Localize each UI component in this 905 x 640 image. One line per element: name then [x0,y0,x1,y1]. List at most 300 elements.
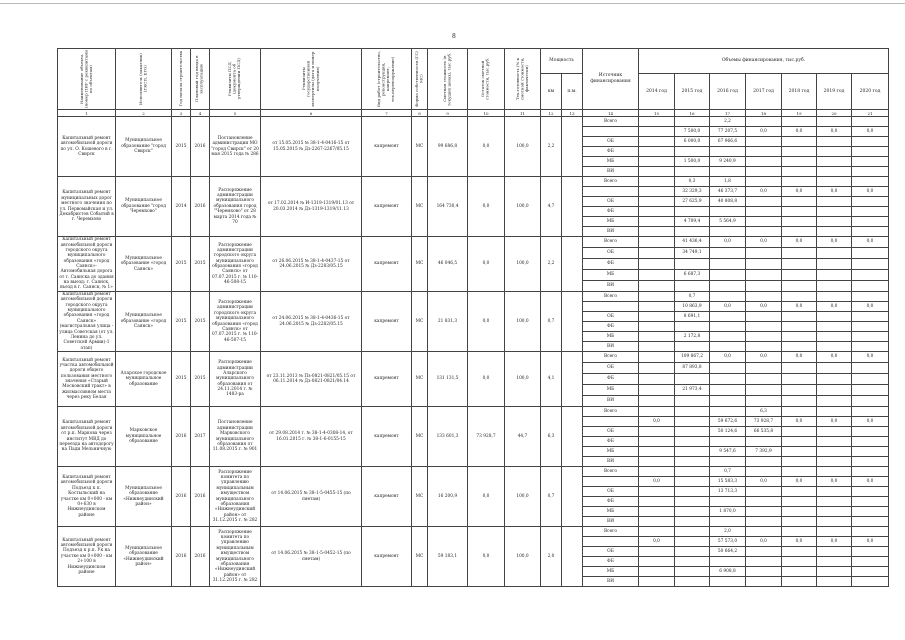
capacity-km: 6,3 [541,407,562,467]
ownership: МС [412,292,428,352]
ownership: МС [412,237,428,292]
funding-value: 77 207,5 [710,127,746,137]
funding-value [782,217,817,227]
work-type: капремонт [362,292,412,352]
funding-value [710,497,746,507]
ownership: МС [412,117,428,177]
funding-value [782,374,817,385]
expertise-details: от 15.05.2015 № 38-1-4-0416-15 от 15.05.2015 № Дз-2267-2267/05.15 [261,117,362,177]
funding-value [675,497,710,507]
column-number: 18 [746,110,782,117]
funding-value [675,407,710,417]
funding-value [639,374,675,385]
funding-value [817,396,852,407]
funding-value [817,517,852,527]
funding-value [746,527,782,537]
funding-value [710,227,746,237]
funding-value [782,507,817,517]
funding-value [746,312,782,322]
funding-value [746,248,782,259]
remaining-cost: 0,0 [468,117,505,177]
ownership: МС [412,177,428,237]
funding-value [639,447,675,457]
funding-value: 15 583,3 [710,477,746,487]
funding-value [710,147,746,157]
funding-value [852,396,889,407]
funding-value [710,207,746,217]
work-type: капремонт [362,177,412,237]
capacity-km: 2,2 [541,237,562,292]
funding-value [675,477,710,487]
object-name: Капитальный ремонт автомобильной дороги по ул. О. Кошевого в г. Свирск [58,117,116,177]
funding-value [675,227,710,237]
funding-source: ФБ [583,497,639,507]
funding-value: 0,0 [710,302,746,312]
funding-value: 0,0 [817,352,852,363]
funding-value [746,332,782,342]
funding-value: 0,0 [817,127,852,137]
table-row [58,467,889,477]
funding-value: 9 240,9 [710,157,746,167]
funding-value [639,517,675,527]
psd-details: Распоряжение комитета по управлению муниципальным имуществом муниципального образования «Нижнеудинский район» от 31.12.2015 г. № 282 [210,467,261,527]
funding-value [817,547,852,557]
funding-value: 0,0 [710,237,746,248]
funding-value [852,270,889,281]
funding-value [639,197,675,207]
funding-value [852,385,889,396]
capacity-km: 4,1 [541,352,562,407]
top-rule [0,3,905,4]
funding-value: 6,3 [746,407,782,417]
readiness-percent: 100,0 [505,527,541,587]
funding-value [746,487,782,497]
funding-value [710,312,746,322]
investment-table [57,48,889,587]
column-number: 5 [210,110,261,117]
year-start: 2015 [172,117,191,177]
header-name: Наименование объекта (номер ПИР с реквизитами по объектам) [58,49,116,110]
funding-value [639,342,675,352]
funding-source: ФБ [583,437,639,447]
funding-value [710,457,746,467]
funding-value: 0,0 [817,302,852,312]
column-number: 6 [261,110,362,117]
executor: Муниципальное образование "город Черемхово" [116,177,172,237]
psd-details: Распоряжение комитета по управлению муниципальным имуществом муниципального образования «Нижнеудинский район» от 31.12.2015 г. № 282 [210,527,261,587]
funding-value: 0,0 [710,352,746,363]
funding-value [852,312,889,322]
funding-value [817,487,852,497]
funding-value [639,312,675,322]
year-end: 2015 [191,292,210,352]
header-year: 2015 год [675,74,710,110]
funding-value [817,322,852,332]
year-start: 2015 [172,237,191,292]
funding-value: 109 867,2 [675,352,710,363]
funding-value [746,117,782,127]
funding-value: 73 928,7 [746,417,782,427]
estimated-cost: 46 046,5 [428,237,468,292]
funding-value: 4 709,4 [675,217,710,227]
column-number: 1 [58,110,116,117]
funding-value: 0,0 [852,537,889,547]
column-number: 21 [852,110,889,117]
estimated-cost: 99 686,8 [428,117,468,177]
funding-value [710,437,746,447]
funding-value [639,322,675,332]
funding-value [675,259,710,270]
funding-value [639,497,675,507]
funding-value [817,467,852,477]
executor: Муниципальное образование «Нижнеудинский район» [116,467,172,527]
funding-value [746,437,782,447]
funding-value: 0,0 [782,187,817,197]
funding-value [675,577,710,587]
funding-value: 32 329,3 [675,187,710,197]
funding-value [746,147,782,157]
funding-value [710,363,746,374]
funding-value: 40 808,8 [710,197,746,207]
estimated-cost: 164 730,4 [428,177,468,237]
funding-value [782,527,817,537]
year-end: 2017 [191,407,210,467]
remaining-cost: 0,0 [468,527,505,587]
funding-value [675,427,710,437]
header-capacity: Мощность [541,49,583,74]
year-end: 2016 [191,527,210,587]
funding-value [675,557,710,567]
funding-source [583,187,639,197]
funding-value: 50 664,2 [710,547,746,557]
readiness-percent: 44,7 [505,407,541,467]
capacity-pm [562,292,583,352]
funding-value [782,248,817,259]
funding-value: 0,0 [852,237,889,248]
readiness-percent: 100,0 [505,237,541,292]
funding-value [782,177,817,187]
psd-details: Постановление администрации МО "город Свирск" от 20 мая 2015 года № 286 [210,117,261,177]
funding-source: Всего [583,352,639,363]
funding-value [675,417,710,427]
funding-value [639,270,675,281]
column-number: 2 [116,110,172,117]
funding-source: ФБ [583,259,639,270]
funding-value: 46 373,7 [710,187,746,197]
object-name: Капитальный ремонт участка автомобильной дороги общего пользования местного значения «Старый Московский тракт» в жилмассивном места через реку Белая [58,352,116,407]
funding-value [817,147,852,157]
funding-value [817,312,852,322]
funding-source: ФБ [583,374,639,385]
funding-value: 5 564,9 [710,217,746,227]
year-end: 2015 [191,237,210,292]
funding-value [852,197,889,207]
funding-value [710,557,746,567]
funding-value: 34 749,1 [675,248,710,259]
funding-value: 6 908,8 [710,567,746,577]
column-number: 3 [172,110,191,117]
funding-value [817,385,852,396]
funding-source: Всего [583,407,639,417]
funding-value: 66 535,8 [746,427,782,437]
funding-value [710,396,746,407]
funding-value [782,547,817,557]
funding-value [746,385,782,396]
funding-value: 7 500,0 [675,127,710,137]
funding-value [675,567,710,577]
funding-value [852,177,889,187]
funding-value [639,227,675,237]
funding-value [675,281,710,292]
column-number: 10 [468,110,505,117]
funding-value: 6 000,0 [675,137,710,147]
column-number: 4 [191,110,210,117]
funding-value [639,352,675,363]
funding-source: Всего [583,292,639,302]
funding-source: ВИ [583,281,639,292]
funding-source: ФБ [583,322,639,332]
funding-value [782,137,817,147]
funding-value [710,259,746,270]
funding-value [639,248,675,259]
funding-value [746,374,782,385]
funding-value: 7 392,9 [746,447,782,457]
remaining-cost: 0,0 [468,177,505,237]
funding-value [675,437,710,447]
funding-value [675,467,710,477]
funding-source: МБ [583,157,639,167]
work-type: капремонт [362,527,412,587]
funding-value [852,259,889,270]
header-year: 2014 год [639,74,675,110]
executor: Муниципальное образование «город Саянск» [116,292,172,352]
year-end: 2016 [191,177,210,237]
table-row [58,527,889,537]
column-number: 7 [362,110,412,117]
funding-source: МБ [583,270,639,281]
funding-value [852,557,889,567]
funding-value [675,537,710,547]
funding-value [782,259,817,270]
work-type: капремонт [362,407,412,467]
expertise-details: от 14.06.2015 № 38-1-5-0455-15 (по сметам) [261,467,362,527]
funding-value: 50 124,6 [710,427,746,437]
funding-source: МБ [583,567,639,577]
funding-value [852,467,889,477]
funding-value [782,363,817,374]
funding-value: 0,0 [852,417,889,427]
capacity-pm [562,117,583,177]
funding-value: 13 713,3 [710,487,746,497]
funding-value: 1,8 [710,177,746,187]
table-row [58,117,889,127]
funding-value [817,332,852,342]
column-number-row [58,110,889,117]
funding-value [852,457,889,467]
funding-value [852,447,889,457]
funding-value [852,157,889,167]
funding-value [852,437,889,447]
funding-value: 8 691,1 [675,312,710,322]
header-remaining: Остаток сметной стоимости, тыс.руб. [468,49,505,110]
funding-value [782,117,817,127]
funding-value [817,363,852,374]
funding-value [746,517,782,527]
funding-value: 9 547,6 [710,447,746,457]
psd-details: Распоряжение администрации муниципального образования город "Черемхово" от 28 марта 2014 года № 70 [210,177,261,237]
estimated-cost: 59 183,1 [428,527,468,587]
funding-value [675,147,710,157]
column-number: 15 [639,110,675,117]
funding-value [817,567,852,577]
funding-value [817,507,852,517]
funding-value: 0,0 [639,417,675,427]
executor: Муниципальное образование «город Саянск» [116,237,172,292]
funding-value [852,487,889,497]
capacity-pm [562,527,583,587]
funding-value [852,281,889,292]
table-row [58,352,889,363]
funding-value [675,342,710,352]
funding-value: 2 172,8 [675,332,710,342]
funding-value: 21 973,4 [675,385,710,396]
header-executor: Исполнитель (заказчик) (ГКСП, ЕГО) [116,49,172,110]
funding-value [639,207,675,217]
funding-value [746,363,782,374]
funding-value [746,259,782,270]
funding-value [639,217,675,227]
funding-value: 0,0 [746,237,782,248]
funding-value [817,577,852,587]
funding-value [852,332,889,342]
funding-value [782,517,817,527]
table-row [58,177,889,187]
object-name: Капитальный ремонт автомобильной дороги от р.п. Маркова через институт МВД до переезда на автодорогу на Пади Мельничную [58,407,116,467]
funding-value [782,270,817,281]
funding-value: 0,3 [675,177,710,187]
funding-source: МБ [583,507,639,517]
funding-value [782,197,817,207]
funding-value [639,547,675,557]
header-psd: Реквизиты ПСД (документа об утверждении ПСД) [210,49,261,110]
funding-value [675,517,710,527]
year-start: 2014 [172,177,191,237]
funding-value [639,117,675,127]
funding-value [746,167,782,177]
funding-value: 10 863,9 [675,302,710,312]
funding-value [639,507,675,517]
funding-value [782,147,817,157]
header-year: 2020 год [852,74,889,110]
funding-value [852,547,889,557]
funding-value [710,281,746,292]
funding-value [746,197,782,207]
funding-value [782,396,817,407]
funding-value [852,248,889,259]
ownership: МС [412,407,428,467]
funding-value: 0,0 [746,127,782,137]
expertise-details: от 29.08.2014 г. № 38-1-4-0308-14, от 16.01.2015 г. № 38-1-6-0155-15 [261,407,362,467]
funding-value [852,117,889,127]
funding-value [782,342,817,352]
capacity-km: 4,7 [541,177,562,237]
funding-value [852,567,889,577]
funding-value [782,407,817,417]
funding-value [782,467,817,477]
column-number: 20 [817,110,852,117]
funding-value: 0,0 [746,537,782,547]
funding-value [639,427,675,437]
funding-value [710,385,746,396]
capacity-pm [562,407,583,467]
funding-value [817,427,852,437]
funding-value [817,197,852,207]
header-year-end: Плановый год ввода в эксплуатацию [191,49,210,110]
funding-value [782,322,817,332]
funding-value [852,342,889,352]
funding-value [782,557,817,567]
funding-value [639,407,675,417]
funding-value [639,385,675,396]
readiness-percent: 100,0 [505,177,541,237]
work-type: капремонт [362,352,412,407]
object-name: Капитальный ремонт автомобильной дороги Подъезд к р.п. Ук на участке км 0+000 - км 2+100 в Нижнеудинском районе [58,527,116,587]
header-work-type: Вид работ (строительство, реконструкция, капремонт, тех.перевооружение) [362,49,412,110]
funding-source: МБ [583,217,639,227]
executor: Муниципальное образование «Нижнеудинский район» [116,527,172,587]
estimated-cost: 131 131,5 [428,352,468,407]
funding-value [746,507,782,517]
funding-source: ОБ [583,197,639,207]
funding-value [639,127,675,137]
year-start: 2016 [172,407,191,467]
funding-value: 2,0 [710,527,746,537]
funding-value [852,527,889,537]
funding-value: 6 687,3 [675,270,710,281]
work-type: капремонт [362,467,412,527]
column-number: 13 [562,110,583,117]
estimated-cost: 16 200,9 [428,467,468,527]
funding-value [746,207,782,217]
column-number: 12 [541,110,562,117]
funding-value [782,385,817,396]
funding-value [817,457,852,467]
funding-value: 0,0 [782,537,817,547]
funding-value [782,567,817,577]
funding-value: 0,0 [639,537,675,547]
funding-source: ВИ [583,517,639,527]
readiness-percent: 100,0 [505,292,541,352]
funding-source: ОБ [583,363,639,374]
funding-value: 0,0 [852,302,889,312]
funding-value [746,292,782,302]
capacity-km: 2,0 [541,527,562,587]
readiness-percent: 100,0 [505,352,541,407]
funding-value [675,547,710,557]
ownership: МС [412,467,428,527]
funding-value: 0,7 [710,467,746,477]
funding-value [817,227,852,237]
funding-value [782,427,817,437]
funding-value [710,577,746,587]
funding-value [675,374,710,385]
expertise-details: от 14.06.2015 № 38-1-5-0452-15 (по сметам) [261,527,362,587]
funding-value: 0,0 [782,302,817,312]
funding-value [746,322,782,332]
funding-value [746,557,782,567]
funding-value [782,332,817,342]
funding-value [746,270,782,281]
